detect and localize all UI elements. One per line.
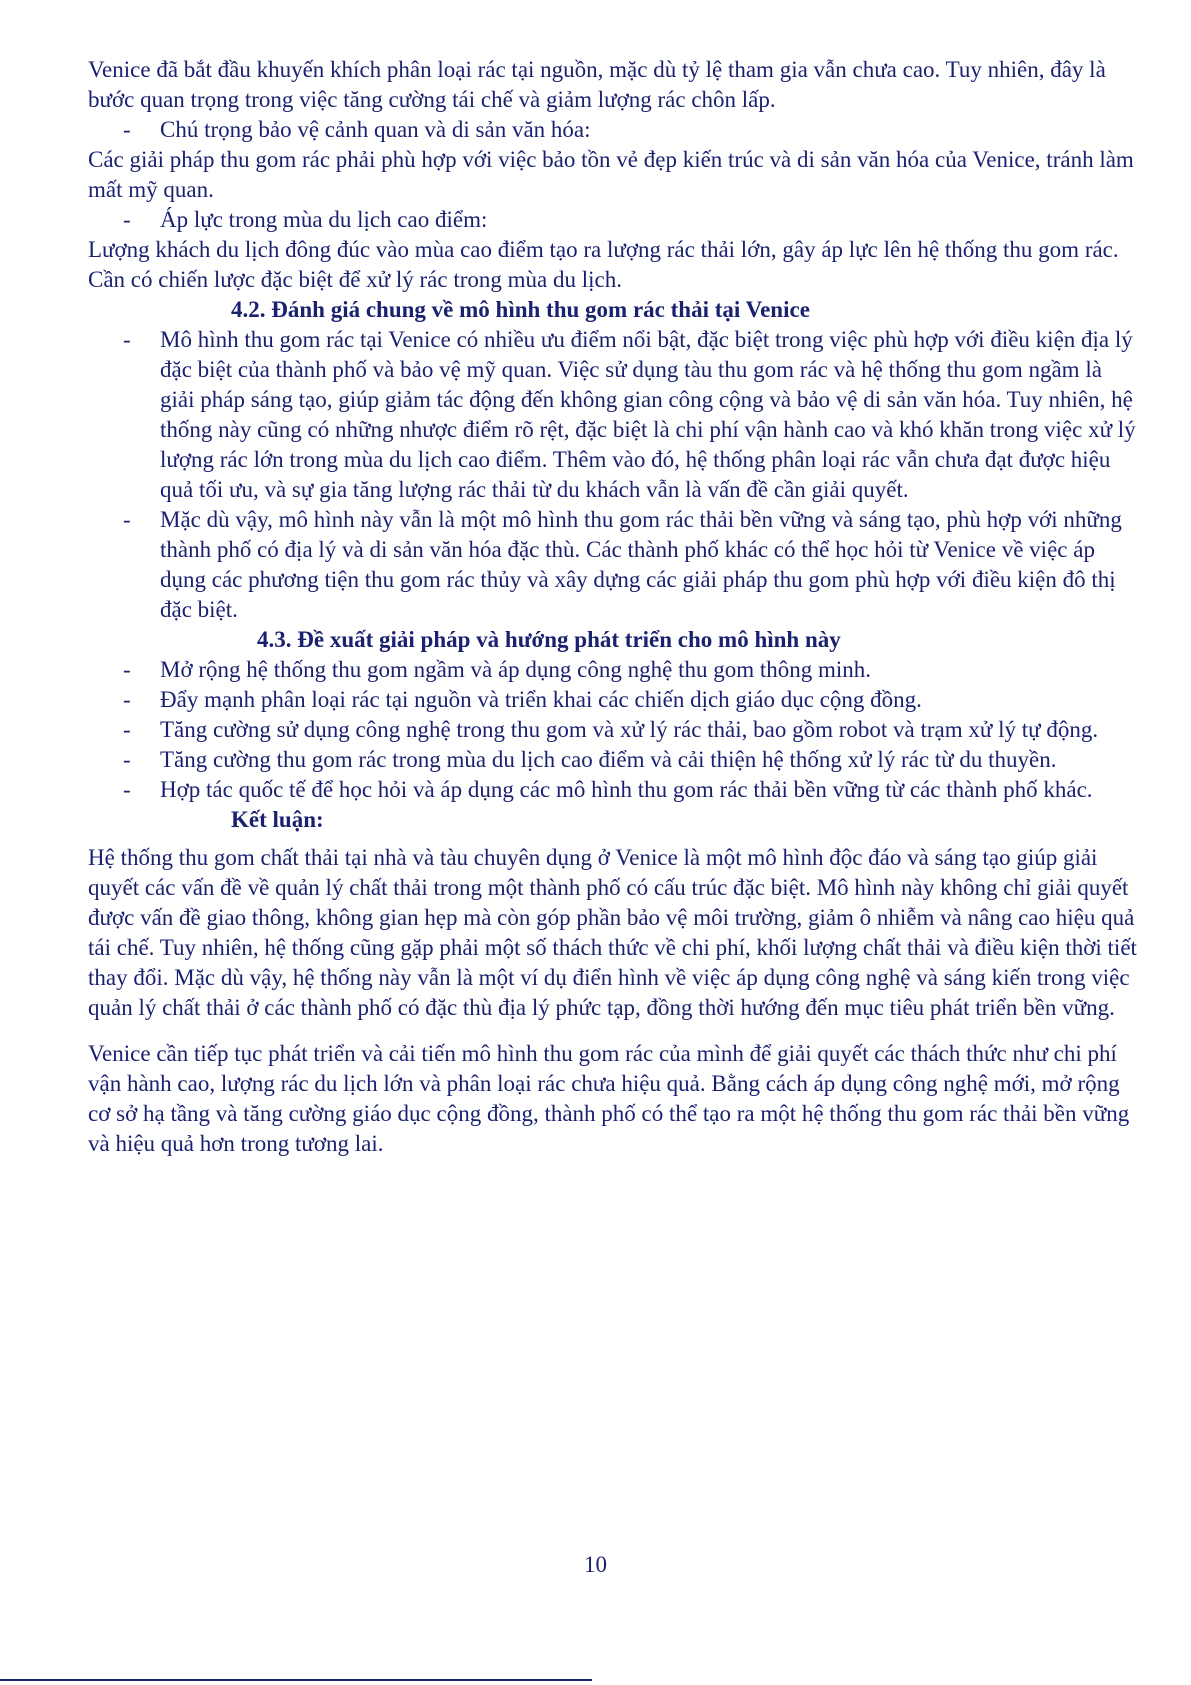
bullet-dash: - — [123, 507, 131, 532]
bullet-dash: - — [123, 117, 131, 142]
page-number: 10 — [584, 1552, 607, 1577]
bullet-dash: - — [123, 777, 131, 802]
bullet-dash: - — [123, 747, 131, 772]
list-item-text: Mở rộng hệ thống thu gom ngầm và áp dụng công nghệ thu gom thông minh. — [160, 657, 872, 682]
list-item-body: Lượng khách du lịch đông đúc vào mùa cao điểm tạo ra lượng rác thải lớn, gây áp lực lên hệ thống thu gom rác. Cần có chiến lược đặc biệt để xử lý rác trong mùa du lịch. — [88, 237, 1119, 292]
list-item-text: Tăng cường sử dụng công nghệ trong thu gom và xử lý rác thải, bao gồm robot và trạm xử lý tự động. — [160, 717, 1099, 742]
bullet-dash: - — [123, 657, 131, 682]
list-item — [88, 745, 1138, 775]
list-item — [88, 655, 1138, 685]
conclusion-paragraph: Venice cần tiếp tục phát triển và cải tiến mô hình thu gom rác của mình để giải quyết các thách thức như chi phí vận hành cao, lượng rác du lịch lớn và phân loại rác chưa hiệu quả. Bằng cách áp dụng công nghệ mới, mở rộng cơ sở hạ tầng và tăng cường giáo dục cộng đồng, thành phố có thể tạo ra một hệ thống thu gom rác thải bền vững và hiệu quả hơn trong tương lai. — [88, 1041, 1130, 1156]
list-item-text: Tăng cường thu gom rác trong mùa du lịch cao điểm và cải thiện hệ thống xử lý rác từ du thuyền. — [160, 747, 1057, 772]
bullet-dash: - — [123, 717, 131, 742]
list-item-body: Các giải pháp thu gom rác phải phù hợp với việc bảo tồn vẻ đẹp kiến trúc và di sản văn hóa của Venice, tránh làm mất mỹ quan. — [88, 147, 1134, 202]
continuation-paragraph: Venice đã bắt đầu khuyến khích phân loại rác tại nguồn, mặc dù tỷ lệ tham gia vẫn chưa cao. Tuy nhiên, đây là bước quan trọng trong việc tăng cường tái chế và giảm lượng rác chôn lấp. — [88, 57, 1106, 112]
list-item-text: Mặc dù vậy, mô hình này vẫn là một mô hình thu gom rác thải bền vững và sáng tạo, phù hợp với những thành phố có địa lý và di sản văn hóa đặc thù. Các thành phố khác có thể học hỏi từ Venice về việc áp dụng các phương tiện thu gom rác thủy và xây dựng các giải pháp thu gom phù hợp với điều kiện đô thị đặc biệt. — [160, 507, 1122, 622]
bullet-dash: - — [123, 687, 131, 712]
list-item-title: Áp lực trong mùa du lịch cao điểm: — [160, 207, 488, 232]
list-item-title: Chú trọng bảo vệ cảnh quan và di sản văn hóa: — [160, 117, 591, 142]
list-item-text: Hợp tác quốc tế để học hỏi và áp dụng các mô hình thu gom rác thải bền vững từ các thành phố khác. — [160, 777, 1093, 802]
section-heading-4-2: 4.2. Đánh giá chung về mô hình thu gom rác thải tại Venice — [231, 297, 810, 322]
conclusion-paragraph: Hệ thống thu gom chất thải tại nhà và tàu chuyên dụng ở Venice là một mô hình độc đáo và sáng tạo giúp giải quyết các vấn đề về quản lý chất thải trong một thành phố có cấu trúc đặc biệt. Mô hình này không chỉ giải quyết được vấn đề giao thông, không gian hẹp mà còn góp phần bảo vệ môi trường, giảm ô nhiễm và nâng cao hiệu quả tái chế. Tuy nhiên, hệ thống cũng gặp phải một số thách thức về chi phí, khối lượng chất thải và điều kiện thời tiết thay đổi. Mặc dù vậy, hệ thống này vẫn là một ví dụ điển hình về việc áp dụng công nghệ và sáng kiến trong việc quản lý chất thải ở các thành phố có đặc thù địa lý phức tạp, đồng thời hướng đến mục tiêu phát triển bền vững. — [88, 845, 1137, 1020]
conclusion-heading: Kết luận: — [231, 807, 324, 832]
footer-rule — [0, 1679, 592, 1681]
list-item — [88, 505, 1138, 625]
list-item-text: Mô hình thu gom rác tại Venice có nhiều ưu điểm nổi bật, đặc biệt trong việc phù hợp với điều kiện địa lý đặc biệt của thành phố và bảo vệ mỹ quan. Việc sử dụng tàu thu gom rác và hệ thống thu gom ngầm là giải pháp sáng tạo, giúp giảm tác động đến không gian công cộng và bảo vệ di sản văn hóa. Tuy nhiên, hệ thống này cũng có những nhược điểm rõ rệt, đặc biệt là chi phí vận hành cao và khó khăn trong việc xử lý lượng rác lớn trong mùa du lịch cao điểm. Thêm vào đó, hệ thống phân loại rác vẫn chưa đạt được hiệu quả tối ưu, và sự gia tăng lượng rác thải từ du khách vẫn là vấn đề cần giải quyết. — [160, 327, 1136, 502]
list-item — [88, 115, 1138, 145]
list-item — [88, 715, 1138, 745]
bullet-dash: - — [123, 327, 131, 352]
list-item — [88, 325, 1138, 505]
list-item-text: Đẩy mạnh phân loại rác tại nguồn và triển khai các chiến dịch giáo dục cộng đồng. — [160, 687, 922, 712]
list-item — [88, 775, 1138, 805]
list-item — [88, 205, 1138, 235]
page-content — [88, 55, 1138, 1159]
bullet-dash: - — [123, 207, 131, 232]
list-item — [88, 685, 1138, 715]
section-heading-4-3: 4.3. Đề xuất giải pháp và hướng phát triển cho mô hình này — [257, 627, 841, 652]
